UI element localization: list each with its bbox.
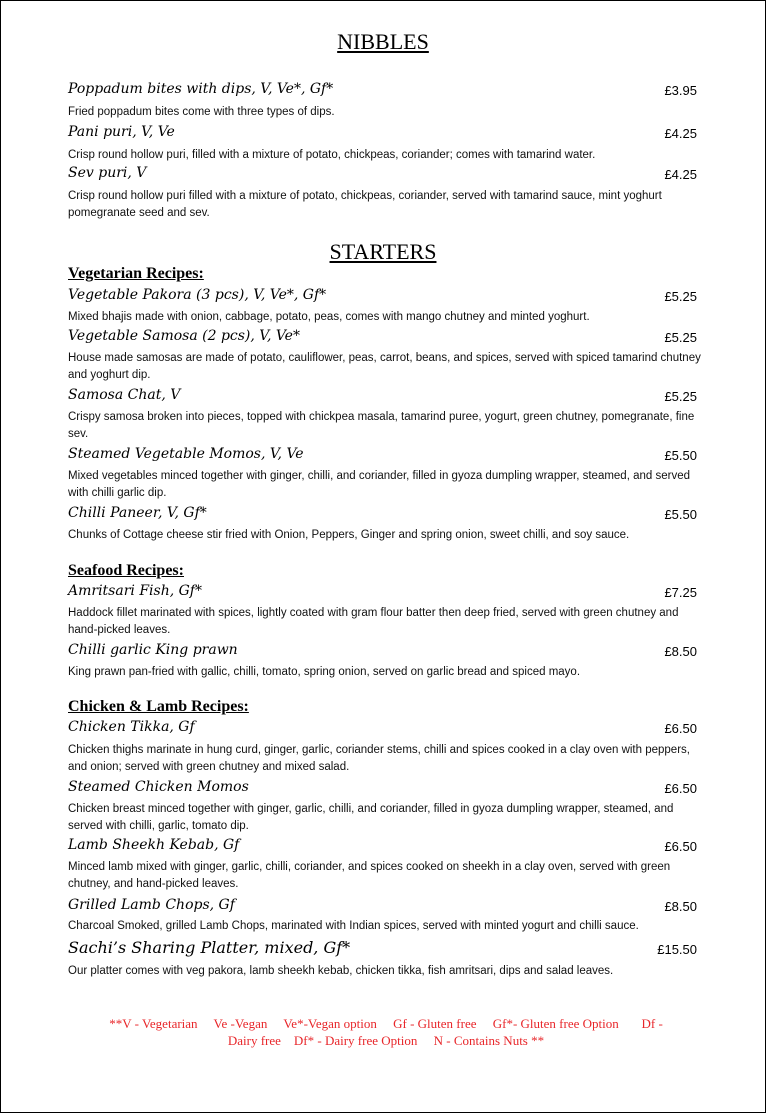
menu-item-price: £6.50 [664, 839, 697, 854]
menu-item-price: £5.25 [664, 389, 697, 404]
menu-item-description: Crisp round hollow puri, filled with a mixture of potato, chickpeas, coriander; comes with tamarind water. [68, 149, 596, 161]
menu-item-description: House made samosas are made of potato, cauliflower, peas, carrot, beans, and spices, served with spiced tamarind chutney and yoghurt dip. [68, 352, 701, 381]
menu-item-name: Lamb Sheekh Kebab, Gf [68, 837, 240, 853]
menu-item-description: Crispy samosa broken into pieces, topped with chickpea masala, tamarind puree, yogurt, green chutney, pomegranate, fine sev. [68, 411, 695, 440]
chicken-lamb-heading: Chicken & Lamb Recipes: [68, 698, 249, 715]
menu-item-description: Mixed bhajis made with onion, cabbage, potato, peas, comes with mango chutney and minted yoghurt. [68, 311, 590, 323]
menu-item-price: £5.50 [664, 448, 697, 463]
menu-item-description: Chunks of Cottage cheese stir fried with Onion, Peppers, Ginger and spring onion, sweet chilli, and soy sauce. [68, 529, 630, 541]
menu-item-name: Steamed Vegetable Momos, V, Ve [68, 446, 304, 462]
menu-item-name: Sachi’s Sharing Platter, mixed, Gf* [68, 938, 351, 957]
menu-item-price: £6.50 [664, 721, 697, 736]
menu-item-price: £8.50 [664, 644, 697, 659]
menu-item-price: £5.50 [664, 507, 697, 522]
menu-item-name: Amritsari Fish, Gf* [68, 583, 202, 599]
menu-item-price: £15.50 [657, 942, 697, 957]
menu-item-description: Fried poppadum bites come with three types of dips. [68, 106, 335, 118]
menu-item-name: Samosa Chat, V [68, 387, 181, 403]
dietary-legend [61, 1015, 711, 1049]
menu-item-price: £7.25 [664, 585, 697, 600]
vegetarian-heading: Vegetarian Recipes: [68, 265, 204, 282]
menu-item-description: Haddock fillet marinated with spices, lightly coated with gram flour batter then deep fried, served with green chutney and hand-picked leaves. [68, 607, 679, 636]
menu-item-name: Vegetable Pakora (3 pcs), V, Ve*, Gf* [68, 287, 327, 303]
legend-line: **V - Vegetarian Ve -Vegan Ve*-Vegan option Gf - Gluten free Gf*- Gluten free Option Df - [109, 1016, 663, 1031]
menu-item-name: Chicken Tikka, Gf [68, 719, 195, 735]
menu-item-description: Mixed vegetables minced together with ginger, chilli, and coriander, filled in gyoza dumpling wrapper, steamed, and served with chilli garlic dip. [68, 470, 690, 499]
nibbles-title: NIBBLES [337, 29, 429, 54]
menu-item-price: £5.25 [664, 289, 697, 304]
menu-item-name: Steamed Chicken Momos [68, 779, 249, 795]
menu-item-price: £4.25 [664, 126, 697, 141]
menu-item-description: Our platter comes with veg pakora, lamb sheekh kebab, chicken tikka, fish amritsari, dips and salad leaves. [68, 965, 614, 977]
menu-item-description: Charcoal Smoked, grilled Lamb Chops, marinated with Indian spices, served with minted yogurt and chilli sauce. [68, 920, 639, 932]
menu-item-description: King prawn pan-fried with gallic, chilli, tomato, spring onion, served on garlic bread and spiced mayo. [68, 666, 581, 678]
menu-item-price: £4.25 [664, 167, 697, 182]
legend-line: Dairy free Df* - Dairy free Option N - Contains Nuts ** [227, 1033, 545, 1048]
menu-item-description: Chicken breast minced together with ginger, garlic, chilli, and coriander, filled in gyoza dumpling wrapper, steamed, and served with chilli, garlic, tomato dip. [68, 803, 674, 832]
menu-item-price: £8.50 [664, 899, 697, 914]
seafood-heading: Seafood Recipes: [68, 562, 184, 579]
menu-item-name: Chilli Paneer, V, Gf* [68, 505, 207, 521]
menu-item-name: Chilli garlic King prawn [68, 642, 238, 658]
menu-item-price: £3.95 [664, 83, 697, 98]
menu-item-price: £5.25 [664, 330, 697, 345]
menu-item-name: Grilled Lamb Chops, Gf [68, 897, 235, 913]
menu-item-name: Poppadum bites with dips, V, Ve*, Gf* [68, 81, 334, 97]
menu-item-name: Sev puri, V [68, 165, 147, 181]
starters-title: STARTERS [329, 239, 437, 264]
menu-item-description: Minced lamb mixed with ginger, garlic, chilli, coriander, and spices cooked on sheekh in a clay oven, served with green chutney, and hand-picked leaves. [68, 861, 671, 890]
menu-item-description: Chicken thighs marinate in hung curd, ginger, garlic, coriander stems, chilli and spices cooked in a clay oven with peppers, and onion; served with green chutney and mixed salad. [68, 744, 690, 773]
menu-item-description: Crisp round hollow puri filled with a mixture of potato, chickpeas, coriander, served with tamarind sauce, mint yoghurt pomegranate seed and sev. [68, 190, 662, 219]
menu-item-price: £6.50 [664, 781, 697, 796]
menu-item-name: Vegetable Samosa (2 pcs), V, Ve* [68, 328, 300, 344]
menu-item-name: Pani puri, V, Ve [68, 124, 175, 140]
